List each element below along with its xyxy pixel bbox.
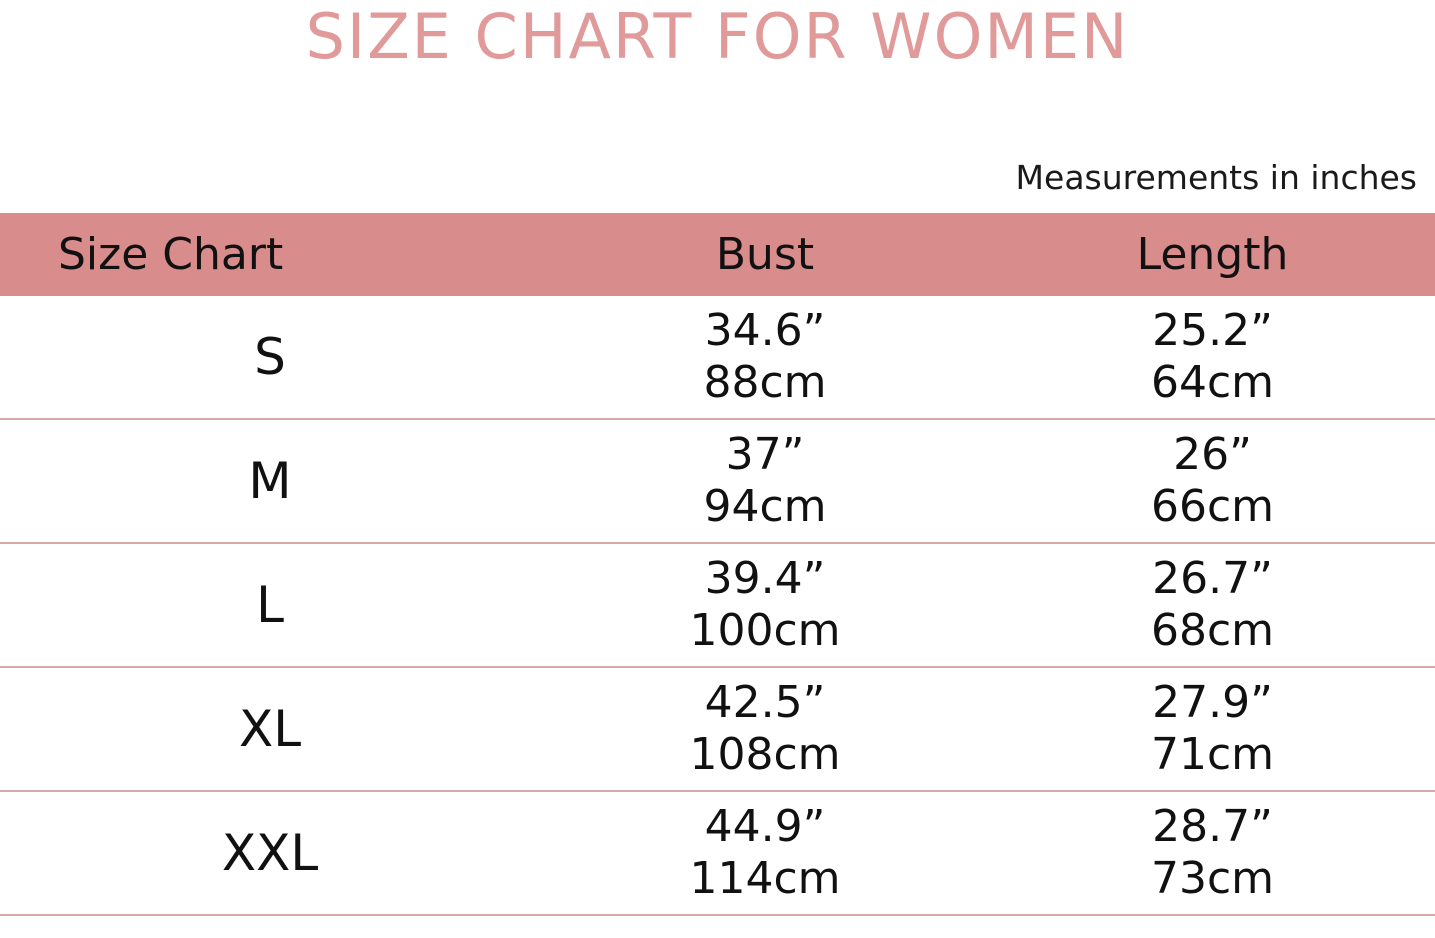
size-label: M [248,452,292,510]
measurement-units-note: Measurements in inches [1015,158,1417,197]
bust-inches: 44.9” [704,801,826,852]
column-header-size: Size Chart [58,228,284,280]
cell-bust [540,305,990,409]
table-row [0,544,1435,668]
length-inches: 26.7” [1152,553,1273,604]
bust-inches: 37” [725,429,805,480]
cell-length [990,305,1435,409]
cell-length [990,553,1435,657]
size-label: L [256,576,284,634]
length-centimeters: 64cm [1150,357,1275,408]
size-label: S [254,328,286,386]
bust-inches: 34.6” [704,305,826,356]
length-centimeters: 73cm [1150,853,1275,904]
cell-size [0,577,540,633]
cell-size [0,453,540,509]
bust-inches: 39.4” [704,553,826,604]
size-label: XL [238,700,302,758]
cell-bust [540,677,990,781]
bust-centimeters: 94cm [703,481,827,532]
column-header-bust: Bust [715,228,815,280]
length-inches: 28.7” [1152,801,1273,852]
length-centimeters: 71cm [1150,729,1275,780]
cell-bust [540,553,990,657]
bust-centimeters: 100cm [689,605,841,656]
bust-centimeters: 108cm [689,729,841,780]
table-header-row [0,213,1435,296]
length-centimeters: 68cm [1150,605,1275,656]
cell-length [990,801,1435,905]
cell-length [990,677,1435,781]
cell-size [0,825,540,881]
cell-size [0,701,540,757]
length-inches: 26” [1173,429,1252,480]
bust-inches: 42.5” [704,677,826,728]
cell-bust [540,801,990,905]
column-header-length: Length [1136,228,1289,280]
length-inches: 27.9” [1152,677,1273,728]
length-inches: 25.2” [1152,305,1273,356]
cell-length [990,429,1435,533]
table-row [0,296,1435,420]
page-title: SIZE CHART FOR WOMEN [305,0,1130,73]
bust-centimeters: 88cm [703,357,827,408]
size-chart-table [0,213,1435,916]
size-label: XXL [221,824,319,882]
bust-centimeters: 114cm [689,853,841,904]
length-centimeters: 66cm [1150,481,1275,532]
table-row [0,792,1435,916]
cell-bust [540,429,990,533]
table-row [0,668,1435,792]
table-row [0,420,1435,544]
cell-size [0,329,540,385]
